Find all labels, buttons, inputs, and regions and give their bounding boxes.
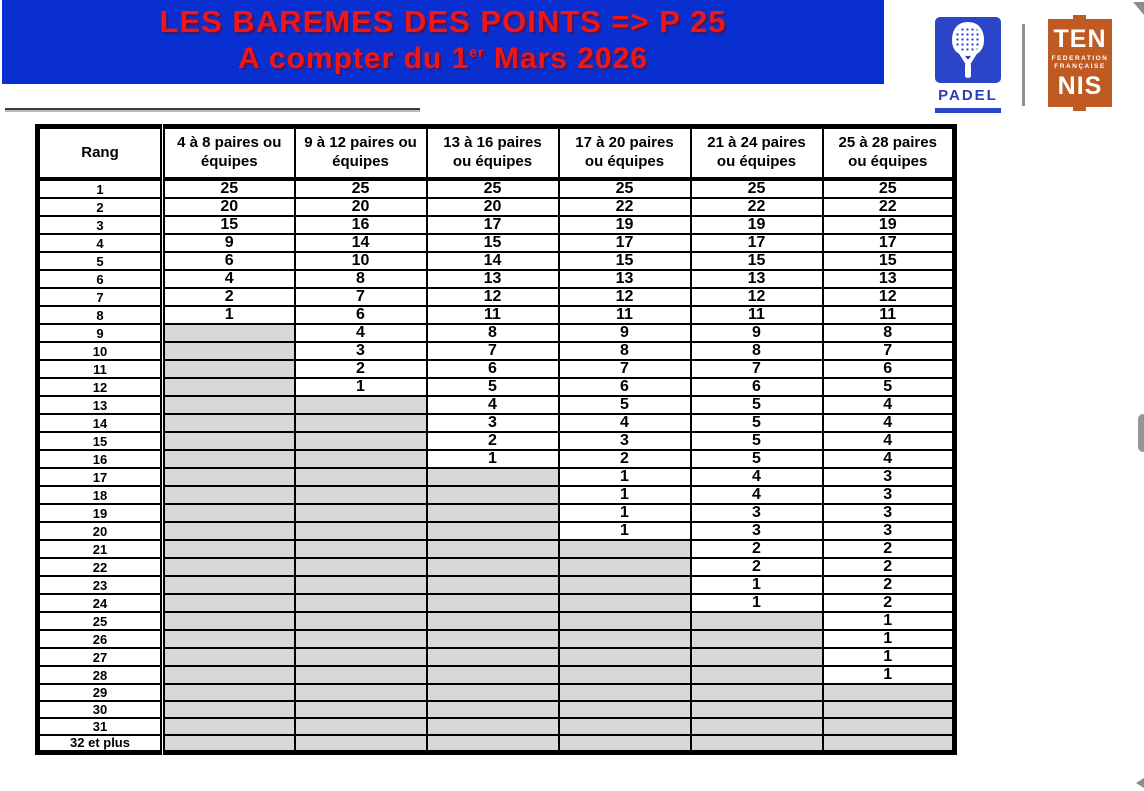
- points-cell: 22: [823, 198, 955, 216]
- points-cell: 3: [823, 468, 955, 486]
- points-cell: 8: [691, 342, 823, 360]
- points-cell: 5: [691, 450, 823, 468]
- points-cell-empty: [163, 432, 295, 450]
- points-cell-empty: [163, 701, 295, 718]
- table-row: [38, 252, 955, 270]
- points-cell: 22: [691, 198, 823, 216]
- points-cell: 12: [559, 288, 691, 306]
- points-cell-empty: [295, 594, 427, 612]
- logo-divider: [1022, 24, 1025, 106]
- points-cell: 15: [691, 252, 823, 270]
- points-cell: 13: [427, 270, 559, 288]
- points-cell-empty: [163, 324, 295, 342]
- title-banner: [2, 0, 884, 84]
- points-cell-empty: [163, 666, 295, 684]
- points-cell: 1: [823, 612, 955, 630]
- points-cell: 4: [823, 432, 955, 450]
- points-cell: 1: [823, 630, 955, 648]
- points-cell: 17: [691, 234, 823, 252]
- points-cell: 20: [295, 198, 427, 216]
- rank-cell: 29: [38, 684, 163, 701]
- points-cell: 1: [559, 522, 691, 540]
- points-cell: 8: [295, 270, 427, 288]
- points-cell-empty: [295, 735, 427, 752]
- points-cell: 1: [691, 594, 823, 612]
- points-cell: 1: [295, 378, 427, 396]
- points-cell-empty: [823, 735, 955, 752]
- points-cell-empty: [163, 468, 295, 486]
- points-cell: 4: [163, 270, 295, 288]
- points-cell: 1: [163, 306, 295, 324]
- rank-cell: 24: [38, 594, 163, 612]
- table-row: [38, 540, 955, 558]
- rank-cell: 2: [38, 198, 163, 216]
- points-cell-empty: [295, 450, 427, 468]
- table-row: [38, 735, 955, 752]
- points-cell: 8: [427, 324, 559, 342]
- column-header-rank: Rang: [38, 127, 163, 180]
- table-row: [38, 216, 955, 234]
- points-cell-empty: [163, 735, 295, 752]
- points-cell-empty: [163, 522, 295, 540]
- points-cell-empty: [163, 612, 295, 630]
- points-cell: 6: [427, 360, 559, 378]
- points-cell: 11: [559, 306, 691, 324]
- points-cell: 10: [295, 252, 427, 270]
- points-cell: 4: [295, 324, 427, 342]
- points-cell: 1: [691, 576, 823, 594]
- column-header: 25 à 28 paires ou équipes: [823, 127, 955, 180]
- points-cell-empty: [427, 718, 559, 735]
- rank-cell: 30: [38, 701, 163, 718]
- points-cell: 2: [427, 432, 559, 450]
- page-edge-marker-icon: [1136, 778, 1144, 788]
- points-cell: 4: [823, 414, 955, 432]
- points-cell-empty: [427, 630, 559, 648]
- points-cell-empty: [295, 718, 427, 735]
- rank-cell: 14: [38, 414, 163, 432]
- points-cell-empty: [427, 504, 559, 522]
- padel-logo-label: PADEL: [938, 87, 998, 104]
- points-cell: 8: [559, 342, 691, 360]
- points-cell: 22: [559, 198, 691, 216]
- points-cell-empty: [559, 735, 691, 752]
- points-cell-empty: [559, 540, 691, 558]
- padel-logo-underline: [935, 108, 1001, 113]
- points-cell: 25: [823, 179, 955, 198]
- points-cell-empty: [295, 558, 427, 576]
- subtitle-ordinal: er: [469, 44, 485, 60]
- points-cell: 17: [427, 216, 559, 234]
- points-cell-empty: [295, 414, 427, 432]
- points-cell-empty: [163, 630, 295, 648]
- points-cell: 14: [427, 252, 559, 270]
- rank-cell: 16: [38, 450, 163, 468]
- points-cell: 25: [163, 179, 295, 198]
- points-cell: 17: [559, 234, 691, 252]
- horizontal-rule: [5, 108, 420, 112]
- points-cell-empty: [163, 718, 295, 735]
- rank-cell: 9: [38, 324, 163, 342]
- table-row: [38, 468, 955, 486]
- points-cell-empty: [295, 630, 427, 648]
- points-cell: 2: [823, 576, 955, 594]
- column-header: 9 à 12 paires ou équipes: [295, 127, 427, 180]
- points-cell-empty: [295, 540, 427, 558]
- points-cell-empty: [295, 666, 427, 684]
- points-cell: 5: [559, 396, 691, 414]
- points-cell: 25: [691, 179, 823, 198]
- points-cell: 25: [427, 179, 559, 198]
- table-row: [38, 684, 955, 701]
- points-cell: 15: [559, 252, 691, 270]
- points-cell: 4: [823, 396, 955, 414]
- points-cell: 1: [427, 450, 559, 468]
- points-cell-empty: [163, 576, 295, 594]
- points-cell-empty: [559, 718, 691, 735]
- column-header: 17 à 20 paires ou équipes: [559, 127, 691, 180]
- points-cell: 4: [427, 396, 559, 414]
- rank-cell: 23: [38, 576, 163, 594]
- points-cell: 13: [691, 270, 823, 288]
- table-row: [38, 522, 955, 540]
- table-row: [38, 234, 955, 252]
- points-cell: 15: [427, 234, 559, 252]
- rank-cell: 12: [38, 378, 163, 396]
- table-row: [38, 701, 955, 718]
- column-header: 13 à 16 paires ou équipes: [427, 127, 559, 180]
- table-row: [38, 414, 955, 432]
- points-cell-empty: [427, 612, 559, 630]
- points-cell-empty: [691, 735, 823, 752]
- points-cell-empty: [427, 468, 559, 486]
- table-row: [38, 360, 955, 378]
- points-cell-empty: [559, 594, 691, 612]
- points-cell-empty: [163, 594, 295, 612]
- rank-cell: 6: [38, 270, 163, 288]
- points-cell: 11: [427, 306, 559, 324]
- points-cell: 11: [691, 306, 823, 324]
- points-cell: 19: [823, 216, 955, 234]
- points-cell-empty: [163, 450, 295, 468]
- points-cell-empty: [163, 504, 295, 522]
- points-cell-empty: [559, 666, 691, 684]
- points-cell: 4: [691, 468, 823, 486]
- points-cell: 9: [559, 324, 691, 342]
- points-cell: 1: [823, 648, 955, 666]
- table-row: [38, 486, 955, 504]
- table-row: [38, 396, 955, 414]
- points-cell-empty: [823, 718, 955, 735]
- points-cell: 12: [823, 288, 955, 306]
- points-cell-empty: [295, 648, 427, 666]
- points-cell: 3: [559, 432, 691, 450]
- table-row: [38, 270, 955, 288]
- points-cell: 20: [427, 198, 559, 216]
- points-cell: 2: [823, 558, 955, 576]
- points-cell-empty: [163, 486, 295, 504]
- points-cell-empty: [295, 468, 427, 486]
- points-cell: 7: [559, 360, 691, 378]
- rank-cell: 11: [38, 360, 163, 378]
- rank-cell: 32 et plus: [38, 735, 163, 752]
- points-cell-empty: [427, 594, 559, 612]
- table-row: [38, 630, 955, 648]
- rank-cell: 22: [38, 558, 163, 576]
- rank-cell: 27: [38, 648, 163, 666]
- rank-cell: 17: [38, 468, 163, 486]
- points-cell: 12: [427, 288, 559, 306]
- fft-tennis-logo-icon: [1048, 19, 1112, 107]
- points-cell-empty: [163, 684, 295, 701]
- scrollbar-thumb[interactable]: [1138, 414, 1144, 452]
- table-row: [38, 342, 955, 360]
- points-cell: 13: [823, 270, 955, 288]
- points-cell-empty: [163, 540, 295, 558]
- points-cell-empty: [427, 648, 559, 666]
- points-cell: 5: [823, 378, 955, 396]
- points-cell: 2: [691, 540, 823, 558]
- points-cell: 15: [823, 252, 955, 270]
- points-cell: 2: [823, 540, 955, 558]
- points-cell: 25: [295, 179, 427, 198]
- rank-cell: 3: [38, 216, 163, 234]
- rank-cell: 5: [38, 252, 163, 270]
- rank-cell: 13: [38, 396, 163, 414]
- rank-cell: 7: [38, 288, 163, 306]
- points-cell: 20: [163, 198, 295, 216]
- points-cell: 9: [691, 324, 823, 342]
- fft-logo-line: FEDERATION: [1051, 55, 1109, 62]
- points-table-container: [35, 124, 957, 755]
- points-cell: 5: [691, 414, 823, 432]
- column-header: 21 à 24 paires ou équipes: [691, 127, 823, 180]
- table-row: [38, 378, 955, 396]
- points-cell-empty: [427, 735, 559, 752]
- points-cell-empty: [691, 701, 823, 718]
- points-cell-empty: [691, 684, 823, 701]
- points-cell-empty: [163, 414, 295, 432]
- points-cell: 5: [427, 378, 559, 396]
- points-cell-empty: [427, 576, 559, 594]
- points-cell-empty: [295, 522, 427, 540]
- points-cell-empty: [427, 666, 559, 684]
- points-cell-empty: [559, 576, 691, 594]
- points-table: [35, 124, 957, 755]
- padel-logo-icon: [935, 17, 1001, 83]
- points-cell-empty: [163, 360, 295, 378]
- points-cell-empty: [295, 701, 427, 718]
- points-cell: 3: [823, 486, 955, 504]
- points-cell-empty: [559, 558, 691, 576]
- points-cell: 7: [691, 360, 823, 378]
- points-cell: 5: [691, 396, 823, 414]
- points-cell: 8: [823, 324, 955, 342]
- fft-logo-tab: [1073, 106, 1086, 111]
- points-cell: 6: [691, 378, 823, 396]
- points-cell-empty: [823, 684, 955, 701]
- points-cell: 6: [559, 378, 691, 396]
- fft-logo-line: FRANÇAISE: [1054, 63, 1106, 71]
- subtitle-suffix: Mars 2026: [484, 42, 648, 75]
- page-title: LES BAREMES DES POINTS => P 25: [159, 4, 727, 39]
- points-cell-empty: [427, 558, 559, 576]
- table-row: [38, 612, 955, 630]
- points-cell-empty: [295, 396, 427, 414]
- points-cell: 7: [295, 288, 427, 306]
- points-cell: 1: [559, 504, 691, 522]
- points-cell: 4: [691, 486, 823, 504]
- corner-fold-icon: [1133, 2, 1144, 15]
- table-row: [38, 648, 955, 666]
- table-row: [38, 306, 955, 324]
- table-row: [38, 666, 955, 684]
- points-cell: 2: [295, 360, 427, 378]
- points-cell: 7: [427, 342, 559, 360]
- points-cell-empty: [691, 666, 823, 684]
- points-cell-empty: [559, 612, 691, 630]
- rank-cell: 28: [38, 666, 163, 684]
- table-row: [38, 288, 955, 306]
- points-cell-empty: [427, 522, 559, 540]
- points-cell-empty: [295, 576, 427, 594]
- rank-cell: 4: [38, 234, 163, 252]
- table-row: [38, 558, 955, 576]
- points-cell-empty: [559, 701, 691, 718]
- table-row: [38, 198, 955, 216]
- rank-cell: 31: [38, 718, 163, 735]
- rank-cell: 15: [38, 432, 163, 450]
- fft-logo-line: TEN: [1053, 25, 1107, 53]
- points-cell-empty: [691, 630, 823, 648]
- points-cell: 1: [559, 486, 691, 504]
- points-table-header: [38, 127, 955, 180]
- points-cell: 5: [691, 432, 823, 450]
- points-cell-empty: [163, 378, 295, 396]
- rank-cell: 18: [38, 486, 163, 504]
- points-cell-empty: [295, 684, 427, 701]
- table-row: [38, 179, 955, 198]
- points-cell-empty: [427, 684, 559, 701]
- points-cell-empty: [163, 648, 295, 666]
- fft-logo-line: NIS: [1057, 72, 1103, 101]
- points-cell: 25: [559, 179, 691, 198]
- table-row: [38, 594, 955, 612]
- points-cell-empty: [163, 558, 295, 576]
- points-cell: 2: [559, 450, 691, 468]
- points-cell-empty: [559, 684, 691, 701]
- points-cell: 19: [691, 216, 823, 234]
- table-row: [38, 432, 955, 450]
- table-row: [38, 576, 955, 594]
- points-cell: 2: [163, 288, 295, 306]
- rank-cell: 26: [38, 630, 163, 648]
- column-header: 4 à 8 paires ou équipes: [163, 127, 295, 180]
- points-cell-empty: [823, 701, 955, 718]
- points-cell: 13: [559, 270, 691, 288]
- points-cell: 3: [823, 522, 955, 540]
- points-cell: 6: [295, 306, 427, 324]
- points-cell: 3: [295, 342, 427, 360]
- rank-cell: 10: [38, 342, 163, 360]
- points-cell-empty: [691, 612, 823, 630]
- table-row: [38, 718, 955, 735]
- points-cell-empty: [691, 648, 823, 666]
- table-row: [38, 324, 955, 342]
- points-cell: 1: [823, 666, 955, 684]
- rank-cell: 8: [38, 306, 163, 324]
- points-cell-empty: [295, 432, 427, 450]
- points-cell: 12: [691, 288, 823, 306]
- rank-cell: 21: [38, 540, 163, 558]
- points-cell: 17: [823, 234, 955, 252]
- points-cell: 16: [295, 216, 427, 234]
- rank-cell: 19: [38, 504, 163, 522]
- points-cell: 4: [559, 414, 691, 432]
- points-cell-empty: [427, 486, 559, 504]
- points-cell: 11: [823, 306, 955, 324]
- points-cell: 6: [823, 360, 955, 378]
- points-cell: 7: [823, 342, 955, 360]
- points-cell-empty: [295, 612, 427, 630]
- points-cell: 2: [691, 558, 823, 576]
- points-cell: 19: [559, 216, 691, 234]
- table-row: [38, 450, 955, 468]
- points-cell: 6: [163, 252, 295, 270]
- points-cell: 3: [691, 522, 823, 540]
- points-cell: 4: [823, 450, 955, 468]
- points-cell-empty: [427, 701, 559, 718]
- page-subtitle: [2, 42, 884, 76]
- points-cell: 9: [163, 234, 295, 252]
- table-row: [38, 504, 955, 522]
- rank-cell: 25: [38, 612, 163, 630]
- subtitle-prefix: A compter du 1: [238, 42, 470, 75]
- points-cell-empty: [559, 630, 691, 648]
- points-cell-empty: [427, 540, 559, 558]
- points-cell: 15: [163, 216, 295, 234]
- points-cell: 14: [295, 234, 427, 252]
- points-cell-empty: [559, 648, 691, 666]
- points-cell-empty: [163, 396, 295, 414]
- rank-cell: 20: [38, 522, 163, 540]
- points-cell: 1: [559, 468, 691, 486]
- rank-cell: 1: [38, 179, 163, 198]
- points-cell: 3: [691, 504, 823, 522]
- points-cell-empty: [295, 504, 427, 522]
- points-cell-empty: [691, 718, 823, 735]
- fft-logo-tab: [1073, 15, 1086, 20]
- points-cell-empty: [163, 342, 295, 360]
- points-cell: 3: [427, 414, 559, 432]
- points-cell-empty: [295, 486, 427, 504]
- points-cell: 3: [823, 504, 955, 522]
- points-cell: 2: [823, 594, 955, 612]
